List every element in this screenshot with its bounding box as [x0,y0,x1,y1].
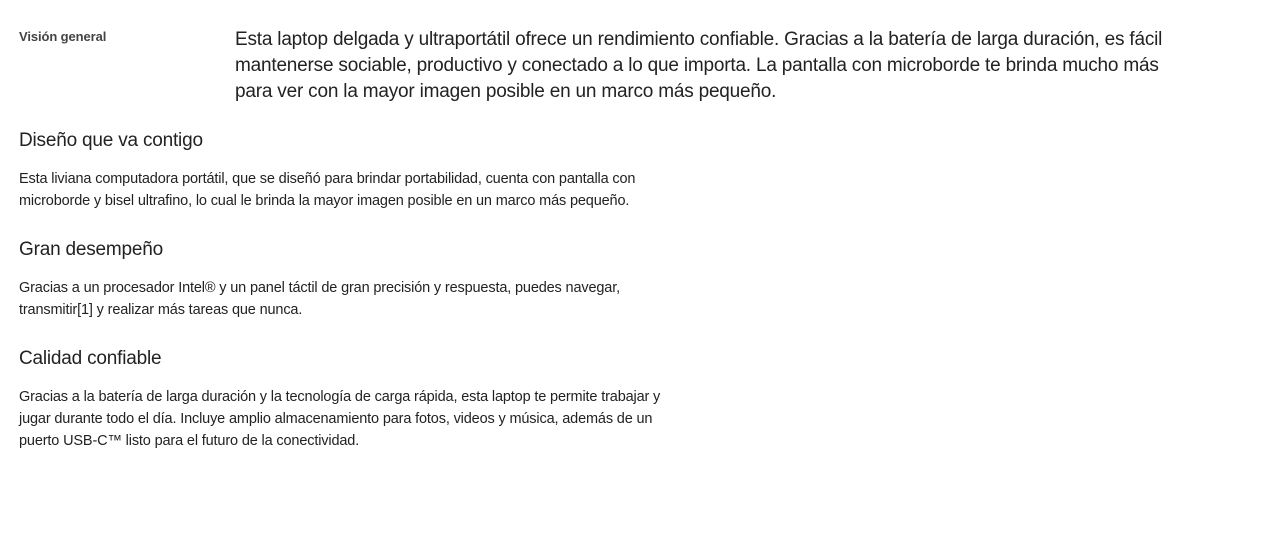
feature-description: Gracias a un procesador Intel® y un panel táctil de gran precisión y respuesta, puedes navegar, transmitir[1] y realizar más tareas que nunca. [19,280,620,318]
feature-description: Esta liviana computadora portátil, que se diseñó para brindar portabilidad, cuenta con pantalla con microborde y bisel ultrafino, lo cual le brinda la mayor imagen posible en un marco más pequeño. [19,171,636,209]
overview-label: Visión general [19,29,107,44]
feature-description: Gracias a la batería de larga duración y la tecnología de carga rápida, esta laptop te permite trabajar y jugar durante todo el día. Incluye amplio almacenamiento para fotos, videos y música, además de un puerto USB-C™ listo para el futuro de la conectividad. [19,389,661,449]
overview-description: Esta laptop delgada y ultraportátil ofrece un rendimiento confiable. Gracias a la batería de larga duración, es fácil mantenerse sociable, productivo y conectado a lo que importa. La pantalla con microborde te brinda mucho más para ver con la mayor imagen posible en un marco más pequeño. [235,29,1163,102]
feature-title: Gran desempeño [19,239,164,260]
feature-title: Diseño que va contigo [19,130,203,151]
feature-reliability [19,346,664,452]
feature-performance [19,237,664,321]
features-section [19,128,664,477]
feature-title: Calidad confiable [19,348,162,369]
feature-design [19,128,664,212]
